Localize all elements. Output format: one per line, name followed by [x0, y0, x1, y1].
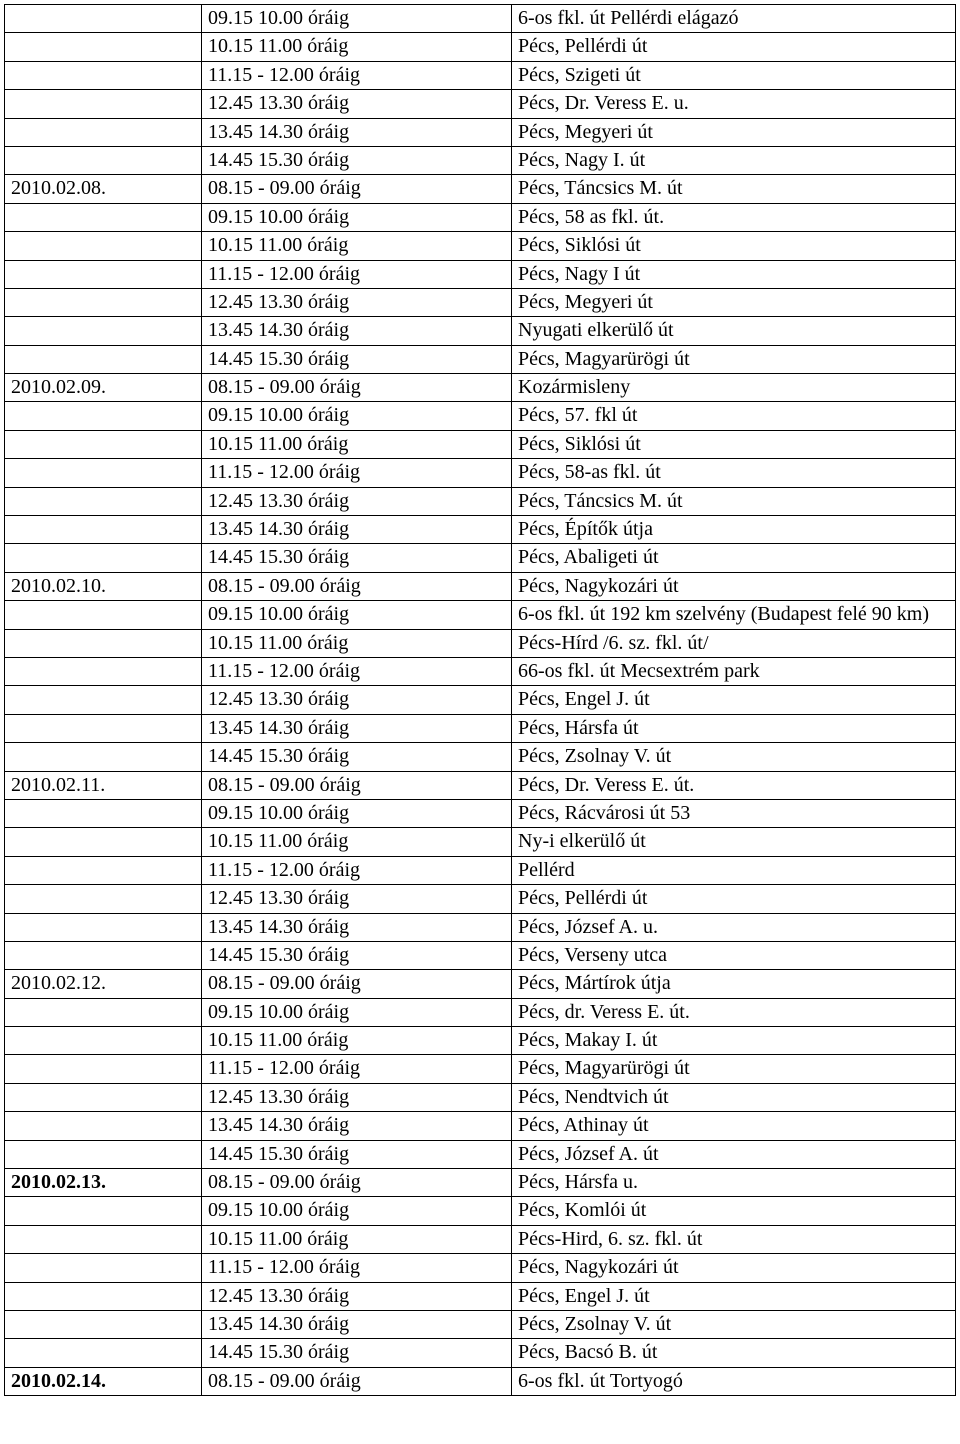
- date-cell: [5, 1282, 202, 1310]
- location-cell: Pécs, Táncsics M. út: [512, 487, 956, 515]
- table-row: [5, 33, 956, 61]
- location-cell: Pécs, Magyarürögi út: [512, 1055, 956, 1083]
- time-cell: 08.15 - 09.00 óráig: [202, 771, 512, 799]
- date-cell: [5, 998, 202, 1026]
- date-cell: [5, 1310, 202, 1338]
- table-row: [5, 686, 956, 714]
- table-row: [5, 1254, 956, 1282]
- date-cell: [5, 1197, 202, 1225]
- table-row: [5, 1055, 956, 1083]
- time-cell: 08.15 - 09.00 óráig: [202, 374, 512, 402]
- location-cell: Pécs, Siklósi út: [512, 232, 956, 260]
- location-cell: Pécs-Hírd /6. sz. fkl. út/: [512, 629, 956, 657]
- time-cell: 11.15 - 12.00 óráig: [202, 1254, 512, 1282]
- time-cell: 11.15 - 12.00 óráig: [202, 856, 512, 884]
- location-cell: Pécs, Szigeti út: [512, 61, 956, 89]
- location-cell: Pécs, Hársfa u.: [512, 1169, 956, 1197]
- table-row: [5, 374, 956, 402]
- date-cell: [5, 232, 202, 260]
- table-row: [5, 998, 956, 1026]
- location-cell: Pécs, Dr. Veress E. u.: [512, 90, 956, 118]
- table-row: [5, 5, 956, 33]
- date-cell: [5, 657, 202, 685]
- table-row: [5, 1140, 956, 1168]
- time-cell: 08.15 - 09.00 óráig: [202, 1169, 512, 1197]
- table-row: [5, 1027, 956, 1055]
- time-cell: 10.15 11.00 óráig: [202, 828, 512, 856]
- date-cell: [5, 430, 202, 458]
- schedule-table-body: [5, 5, 956, 1396]
- location-cell: Nyugati elkerülő út: [512, 317, 956, 345]
- time-cell: 09.15 10.00 óráig: [202, 203, 512, 231]
- date-cell: [5, 941, 202, 969]
- location-cell: Pécs, Komlói út: [512, 1197, 956, 1225]
- table-row: [5, 970, 956, 998]
- date-cell: [5, 61, 202, 89]
- table-row: [5, 941, 956, 969]
- date-cell: [5, 90, 202, 118]
- time-cell: 13.45 14.30 óráig: [202, 118, 512, 146]
- location-cell: Pécs, Dr. Veress E. út.: [512, 771, 956, 799]
- location-cell: 6-os fkl. út Tortyogó: [512, 1367, 956, 1395]
- table-row: [5, 487, 956, 515]
- location-cell: Pécs, Mártírok útja: [512, 970, 956, 998]
- date-cell: [5, 1225, 202, 1253]
- location-cell: 66-os fkl. út Mecsextrém park: [512, 657, 956, 685]
- location-cell: Pécs, Athinay út: [512, 1112, 956, 1140]
- date-cell: [5, 1112, 202, 1140]
- location-cell: Pécs, József A. út: [512, 1140, 956, 1168]
- table-row: [5, 203, 956, 231]
- table-row: [5, 828, 956, 856]
- location-cell: Pécs, Hársfa út: [512, 714, 956, 742]
- date-cell: 2010.02.11.: [5, 771, 202, 799]
- location-cell: Pécs, Pellérdi út: [512, 33, 956, 61]
- location-cell: Pécs, Magyarürögi út: [512, 345, 956, 373]
- time-cell: 08.15 - 09.00 óráig: [202, 970, 512, 998]
- location-cell: Pécs, Megyeri út: [512, 288, 956, 316]
- date-cell: [5, 1339, 202, 1367]
- location-cell: 6-os fkl. út Pellérdi elágazó: [512, 5, 956, 33]
- time-cell: 09.15 10.00 óráig: [202, 799, 512, 827]
- date-cell: [5, 33, 202, 61]
- location-cell: Pécs, Engel J. út: [512, 686, 956, 714]
- date-cell: 2010.02.12.: [5, 970, 202, 998]
- table-row: [5, 629, 956, 657]
- table-row: [5, 743, 956, 771]
- time-cell: 14.45 15.30 óráig: [202, 345, 512, 373]
- time-cell: 11.15 - 12.00 óráig: [202, 657, 512, 685]
- time-cell: 13.45 14.30 óráig: [202, 1112, 512, 1140]
- time-cell: 11.15 - 12.00 óráig: [202, 1055, 512, 1083]
- table-row: [5, 118, 956, 146]
- time-cell: 09.15 10.00 óráig: [202, 402, 512, 430]
- time-cell: 12.45 13.30 óráig: [202, 686, 512, 714]
- table-row: [5, 459, 956, 487]
- date-cell: [5, 260, 202, 288]
- time-cell: 10.15 11.00 óráig: [202, 33, 512, 61]
- date-cell: [5, 487, 202, 515]
- time-cell: 11.15 - 12.00 óráig: [202, 459, 512, 487]
- location-cell: Pécs, Pellérdi út: [512, 885, 956, 913]
- schedule-table: [4, 4, 956, 1396]
- date-cell: [5, 828, 202, 856]
- location-cell: Pécs, Nendtvich út: [512, 1083, 956, 1111]
- date-cell: [5, 317, 202, 345]
- location-cell: Pécs, Nagy I út: [512, 260, 956, 288]
- time-cell: 14.45 15.30 óráig: [202, 544, 512, 572]
- time-cell: 12.45 13.30 óráig: [202, 487, 512, 515]
- table-row: [5, 175, 956, 203]
- time-cell: 08.15 - 09.00 óráig: [202, 1367, 512, 1395]
- time-cell: 14.45 15.30 óráig: [202, 941, 512, 969]
- table-row: [5, 402, 956, 430]
- table-row: [5, 1282, 956, 1310]
- location-cell: Pécs, Megyeri út: [512, 118, 956, 146]
- table-row: [5, 1225, 956, 1253]
- date-cell: [5, 799, 202, 827]
- time-cell: 12.45 13.30 óráig: [202, 885, 512, 913]
- location-cell: Pécs, dr. Veress E. út.: [512, 998, 956, 1026]
- location-cell: Pécs, Abaligeti út: [512, 544, 956, 572]
- table-row: [5, 430, 956, 458]
- date-cell: [5, 714, 202, 742]
- date-cell: [5, 203, 202, 231]
- table-row: [5, 714, 956, 742]
- location-cell: Pellérd: [512, 856, 956, 884]
- date-cell: [5, 402, 202, 430]
- time-cell: 13.45 14.30 óráig: [202, 516, 512, 544]
- table-row: [5, 799, 956, 827]
- time-cell: 09.15 10.00 óráig: [202, 1197, 512, 1225]
- schedule-page: [4, 4, 956, 1396]
- time-cell: 14.45 15.30 óráig: [202, 743, 512, 771]
- location-cell: Pécs, Makay I. út: [512, 1027, 956, 1055]
- time-cell: 13.45 14.30 óráig: [202, 317, 512, 345]
- date-cell: [5, 118, 202, 146]
- time-cell: 10.15 11.00 óráig: [202, 1027, 512, 1055]
- table-row: [5, 516, 956, 544]
- date-cell: [5, 629, 202, 657]
- location-cell: Pécs, 58 as fkl. út.: [512, 203, 956, 231]
- date-cell: [5, 1140, 202, 1168]
- date-cell: [5, 1254, 202, 1282]
- location-cell: Pécs, Táncsics M. út: [512, 175, 956, 203]
- date-cell: [5, 5, 202, 33]
- time-cell: 09.15 10.00 óráig: [202, 5, 512, 33]
- table-row: [5, 1367, 956, 1395]
- location-cell: Pécs, Zsolnay V. út: [512, 1310, 956, 1338]
- location-cell: Pécs-Hird, 6. sz. fkl. út: [512, 1225, 956, 1253]
- table-row: [5, 260, 956, 288]
- time-cell: 09.15 10.00 óráig: [202, 998, 512, 1026]
- date-cell: [5, 743, 202, 771]
- table-row: [5, 913, 956, 941]
- date-cell: [5, 544, 202, 572]
- date-cell: [5, 913, 202, 941]
- table-row: [5, 288, 956, 316]
- location-cell: Pécs, Engel J. út: [512, 1282, 956, 1310]
- date-cell: [5, 1083, 202, 1111]
- table-row: [5, 1169, 956, 1197]
- time-cell: 09.15 10.00 óráig: [202, 601, 512, 629]
- table-row: [5, 601, 956, 629]
- date-cell: 2010.02.14.: [5, 1367, 202, 1395]
- date-cell: [5, 146, 202, 174]
- date-cell: [5, 288, 202, 316]
- time-cell: 12.45 13.30 óráig: [202, 1282, 512, 1310]
- date-cell: [5, 345, 202, 373]
- table-row: [5, 317, 956, 345]
- location-cell: Pécs, Rácvárosi út 53: [512, 799, 956, 827]
- location-cell: Pécs, 58-as fkl. út: [512, 459, 956, 487]
- date-cell: [5, 856, 202, 884]
- time-cell: 11.15 - 12.00 óráig: [202, 61, 512, 89]
- table-row: [5, 232, 956, 260]
- table-row: [5, 1112, 956, 1140]
- date-cell: 2010.02.08.: [5, 175, 202, 203]
- time-cell: 13.45 14.30 óráig: [202, 1310, 512, 1338]
- time-cell: 10.15 11.00 óráig: [202, 430, 512, 458]
- date-cell: [5, 1055, 202, 1083]
- table-row: [5, 90, 956, 118]
- date-cell: [5, 885, 202, 913]
- location-cell: Pécs, Nagy I. út: [512, 146, 956, 174]
- table-row: [5, 657, 956, 685]
- time-cell: 14.45 15.30 óráig: [202, 1140, 512, 1168]
- location-cell: Pécs, Zsolnay V. út: [512, 743, 956, 771]
- time-cell: 10.15 11.00 óráig: [202, 629, 512, 657]
- table-row: [5, 771, 956, 799]
- table-row: [5, 345, 956, 373]
- table-row: [5, 1083, 956, 1111]
- table-row: [5, 856, 956, 884]
- location-cell: Kozármisleny: [512, 374, 956, 402]
- time-cell: 10.15 11.00 óráig: [202, 232, 512, 260]
- location-cell: Pécs, Nagykozári út: [512, 572, 956, 600]
- date-cell: 2010.02.13.: [5, 1169, 202, 1197]
- time-cell: 11.15 - 12.00 óráig: [202, 260, 512, 288]
- time-cell: 08.15 - 09.00 óráig: [202, 175, 512, 203]
- location-cell: Pécs, Építők útja: [512, 516, 956, 544]
- date-cell: [5, 459, 202, 487]
- location-cell: Pécs, József A. u.: [512, 913, 956, 941]
- time-cell: 12.45 13.30 óráig: [202, 1083, 512, 1111]
- table-row: [5, 1310, 956, 1338]
- table-row: [5, 572, 956, 600]
- table-row: [5, 61, 956, 89]
- date-cell: [5, 516, 202, 544]
- time-cell: 13.45 14.30 óráig: [202, 913, 512, 941]
- location-cell: Pécs, Verseny utca: [512, 941, 956, 969]
- date-cell: 2010.02.09.: [5, 374, 202, 402]
- date-cell: [5, 601, 202, 629]
- location-cell: 6-os fkl. út 192 km szelvény (Budapest felé 90 km): [512, 601, 956, 629]
- location-cell: Pécs, 57. fkl út: [512, 402, 956, 430]
- table-row: [5, 544, 956, 572]
- time-cell: 13.45 14.30 óráig: [202, 714, 512, 742]
- table-row: [5, 1197, 956, 1225]
- time-cell: 12.45 13.30 óráig: [202, 288, 512, 316]
- date-cell: 2010.02.10.: [5, 572, 202, 600]
- location-cell: Pécs, Nagykozári út: [512, 1254, 956, 1282]
- date-cell: [5, 686, 202, 714]
- table-row: [5, 885, 956, 913]
- location-cell: Pécs, Siklósi út: [512, 430, 956, 458]
- table-row: [5, 1339, 956, 1367]
- location-cell: Ny-i elkerülő út: [512, 828, 956, 856]
- date-cell: [5, 1027, 202, 1055]
- location-cell: Pécs, Bacsó B. út: [512, 1339, 956, 1367]
- time-cell: 10.15 11.00 óráig: [202, 1225, 512, 1253]
- table-row: [5, 146, 956, 174]
- time-cell: 12.45 13.30 óráig: [202, 90, 512, 118]
- time-cell: 08.15 - 09.00 óráig: [202, 572, 512, 600]
- time-cell: 14.45 15.30 óráig: [202, 1339, 512, 1367]
- time-cell: 14.45 15.30 óráig: [202, 146, 512, 174]
